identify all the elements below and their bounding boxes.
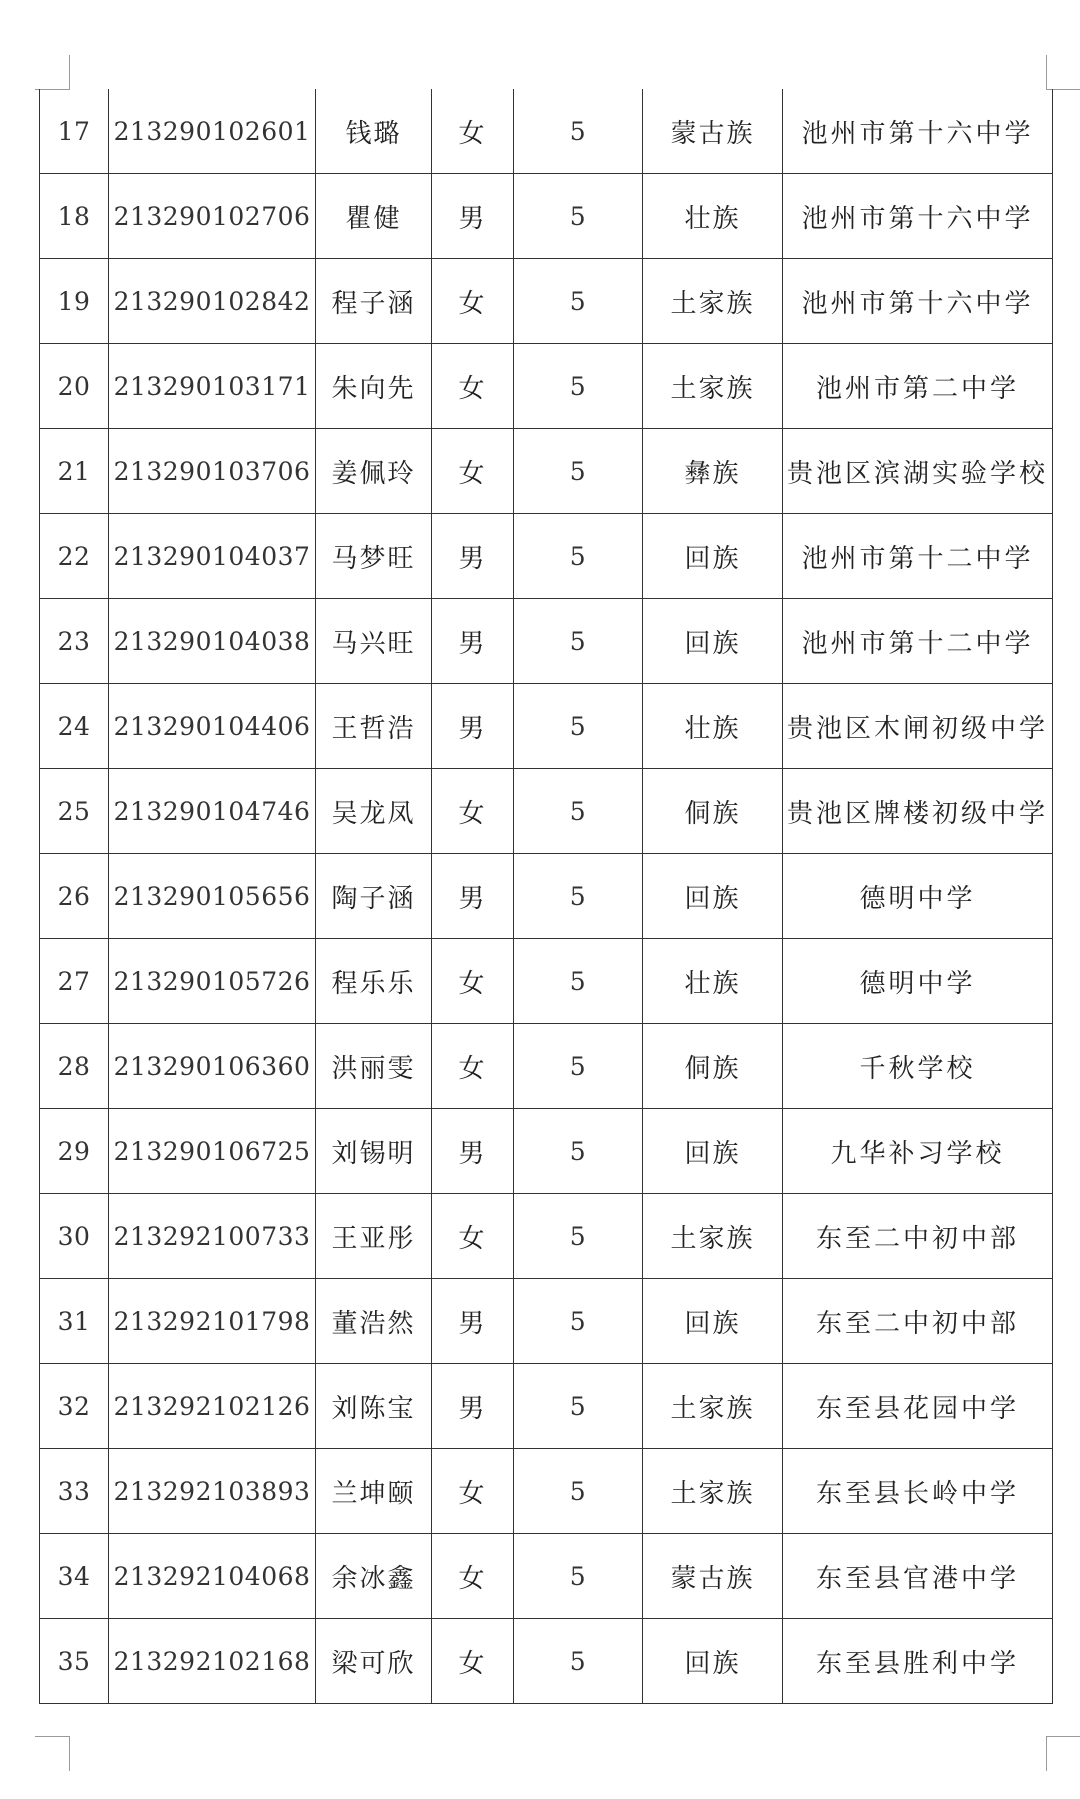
student-name-cell: 陶子涵 — [316, 854, 432, 939]
student-name-cell: 程子涵 — [316, 259, 432, 344]
gender-cell: 女 — [432, 344, 514, 429]
student-name-cell: 钱璐 — [316, 89, 432, 174]
table-row — [40, 344, 1053, 429]
bonus-points-cell: 5 — [514, 1364, 643, 1449]
ethnicity-cell: 回族 — [643, 854, 783, 939]
candidate-id-cell: 213292101798 — [109, 1279, 316, 1364]
gender-cell: 女 — [432, 259, 514, 344]
gender-cell: 女 — [432, 769, 514, 854]
table-row — [40, 684, 1053, 769]
student-name-cell: 吴龙凤 — [316, 769, 432, 854]
candidate-id-cell: 213290103706 — [109, 429, 316, 514]
row-number-cell: 28 — [40, 1024, 109, 1109]
ethnicity-cell: 壮族 — [643, 939, 783, 1024]
student-name-cell: 余冰鑫 — [316, 1534, 432, 1619]
gender-cell: 男 — [432, 684, 514, 769]
gender-cell: 女 — [432, 1194, 514, 1279]
row-number-cell: 23 — [40, 599, 109, 684]
candidate-id-cell: 213292104068 — [109, 1534, 316, 1619]
candidate-id-cell: 213290102706 — [109, 174, 316, 259]
ethnicity-cell: 蒙古族 — [643, 89, 783, 174]
table-row — [40, 854, 1053, 939]
row-number-cell: 24 — [40, 684, 109, 769]
row-number-cell: 34 — [40, 1534, 109, 1619]
row-number-cell: 33 — [40, 1449, 109, 1534]
bonus-points-cell: 5 — [514, 854, 643, 939]
gender-cell: 女 — [432, 1534, 514, 1619]
table-row — [40, 1279, 1053, 1364]
table-row — [40, 514, 1053, 599]
candidate-id-cell: 213292103893 — [109, 1449, 316, 1534]
ethnicity-cell: 回族 — [643, 1619, 783, 1704]
candidate-id-cell: 213290106725 — [109, 1109, 316, 1194]
row-number-cell: 35 — [40, 1619, 109, 1704]
bonus-points-cell: 5 — [514, 1534, 643, 1619]
candidate-id-cell: 213292102168 — [109, 1619, 316, 1704]
bonus-points-cell: 5 — [514, 514, 643, 599]
bonus-points-cell: 5 — [514, 259, 643, 344]
ethnicity-cell: 土家族 — [643, 1194, 783, 1279]
gender-cell: 男 — [432, 174, 514, 259]
table-row — [40, 259, 1053, 344]
table-row — [40, 1194, 1053, 1279]
bonus-points-cell: 5 — [514, 89, 643, 174]
student-name-cell: 王哲浩 — [316, 684, 432, 769]
gender-cell: 女 — [432, 89, 514, 174]
school-name-cell: 德明中学 — [783, 939, 1053, 1024]
student-name-cell: 董浩然 — [316, 1279, 432, 1364]
ethnicity-cell: 侗族 — [643, 769, 783, 854]
table-row — [40, 429, 1053, 514]
candidate-id-cell: 213290104746 — [109, 769, 316, 854]
student-name-cell: 瞿健 — [316, 174, 432, 259]
bonus-points-cell: 5 — [514, 174, 643, 259]
row-number-cell: 29 — [40, 1109, 109, 1194]
row-number-cell: 18 — [40, 174, 109, 259]
candidate-id-cell: 213292102126 — [109, 1364, 316, 1449]
gender-cell: 女 — [432, 429, 514, 514]
bonus-points-cell: 5 — [514, 939, 643, 1024]
table-row — [40, 1109, 1053, 1194]
school-name-cell: 贵池区木闸初级中学 — [783, 684, 1053, 769]
ethnicity-cell: 蒙古族 — [643, 1534, 783, 1619]
page-corner-mark-top-right — [1046, 55, 1080, 90]
candidate-id-cell: 213290104037 — [109, 514, 316, 599]
ethnicity-cell: 回族 — [643, 1279, 783, 1364]
ethnicity-cell: 壮族 — [643, 174, 783, 259]
school-name-cell: 池州市第十二中学 — [783, 514, 1053, 599]
gender-cell: 男 — [432, 1279, 514, 1364]
candidate-id-cell: 213290106360 — [109, 1024, 316, 1109]
bonus-points-cell: 5 — [514, 1449, 643, 1534]
student-name-cell: 兰坤颐 — [316, 1449, 432, 1534]
ethnicity-cell: 土家族 — [643, 344, 783, 429]
table-row — [40, 769, 1053, 854]
ethnicity-cell: 回族 — [643, 599, 783, 684]
table-row — [40, 939, 1053, 1024]
student-name-cell: 洪丽雯 — [316, 1024, 432, 1109]
table-row — [40, 1619, 1053, 1704]
ethnicity-cell: 壮族 — [643, 684, 783, 769]
ethnicity-cell: 土家族 — [643, 1449, 783, 1534]
candidate-id-cell: 213290104406 — [109, 684, 316, 769]
student-name-cell: 朱向先 — [316, 344, 432, 429]
candidate-id-cell: 213290104038 — [109, 599, 316, 684]
bonus-points-cell: 5 — [514, 599, 643, 684]
school-name-cell: 池州市第十六中学 — [783, 259, 1053, 344]
student-name-cell: 王亚彤 — [316, 1194, 432, 1279]
row-number-cell: 19 — [40, 259, 109, 344]
candidate-id-cell: 213290102842 — [109, 259, 316, 344]
gender-cell: 女 — [432, 1024, 514, 1109]
candidate-id-cell: 213290102601 — [109, 89, 316, 174]
bonus-points-cell: 5 — [514, 1279, 643, 1364]
school-name-cell: 东至县官港中学 — [783, 1534, 1053, 1619]
table-body — [40, 89, 1053, 1704]
school-name-cell: 池州市第二中学 — [783, 344, 1053, 429]
page-corner-mark-bottom-right — [1046, 1736, 1080, 1771]
student-name-cell: 程乐乐 — [316, 939, 432, 1024]
ethnicity-cell: 侗族 — [643, 1024, 783, 1109]
gender-cell: 男 — [432, 854, 514, 939]
table-row — [40, 1024, 1053, 1109]
row-number-cell: 21 — [40, 429, 109, 514]
ethnicity-cell: 回族 — [643, 514, 783, 599]
gender-cell: 男 — [432, 599, 514, 684]
table-row — [40, 89, 1053, 174]
table-row — [40, 599, 1053, 684]
bonus-points-cell: 5 — [514, 429, 643, 514]
student-name-cell: 马梦旺 — [316, 514, 432, 599]
school-name-cell: 东至二中初中部 — [783, 1194, 1053, 1279]
candidate-id-cell: 213290103171 — [109, 344, 316, 429]
table-row — [40, 1364, 1053, 1449]
row-number-cell: 27 — [40, 939, 109, 1024]
ethnicity-cell: 回族 — [643, 1109, 783, 1194]
school-name-cell: 千秋学校 — [783, 1024, 1053, 1109]
ethnicity-cell: 土家族 — [643, 259, 783, 344]
student-name-cell: 梁可欣 — [316, 1619, 432, 1704]
bonus-points-cell: 5 — [514, 1024, 643, 1109]
row-number-cell: 31 — [40, 1279, 109, 1364]
school-name-cell: 东至县花园中学 — [783, 1364, 1053, 1449]
student-name-cell: 姜佩玲 — [316, 429, 432, 514]
school-name-cell: 贵池区滨湖实验学校 — [783, 429, 1053, 514]
candidate-id-cell: 213290105726 — [109, 939, 316, 1024]
table-row — [40, 174, 1053, 259]
school-name-cell: 池州市第十六中学 — [783, 174, 1053, 259]
gender-cell: 男 — [432, 514, 514, 599]
school-name-cell: 九华补习学校 — [783, 1109, 1053, 1194]
gender-cell: 女 — [432, 1619, 514, 1704]
school-name-cell: 德明中学 — [783, 854, 1053, 939]
bonus-points-cell: 5 — [514, 1109, 643, 1194]
candidate-id-cell: 213292100733 — [109, 1194, 316, 1279]
student-name-cell: 马兴旺 — [316, 599, 432, 684]
row-number-cell: 32 — [40, 1364, 109, 1449]
row-number-cell: 20 — [40, 344, 109, 429]
student-name-cell: 刘陈宝 — [316, 1364, 432, 1449]
table-row — [40, 1534, 1053, 1619]
school-name-cell: 池州市第十二中学 — [783, 599, 1053, 684]
school-name-cell: 东至县长岭中学 — [783, 1449, 1053, 1534]
school-name-cell: 东至二中初中部 — [783, 1279, 1053, 1364]
table-row — [40, 1449, 1053, 1534]
gender-cell: 女 — [432, 1449, 514, 1534]
student-roster-table — [39, 89, 1053, 1704]
student-name-cell: 刘锡明 — [316, 1109, 432, 1194]
bonus-points-cell: 5 — [514, 1619, 643, 1704]
bonus-points-cell: 5 — [514, 344, 643, 429]
row-number-cell: 30 — [40, 1194, 109, 1279]
row-number-cell: 26 — [40, 854, 109, 939]
school-name-cell: 池州市第十六中学 — [783, 89, 1053, 174]
bonus-points-cell: 5 — [514, 769, 643, 854]
gender-cell: 男 — [432, 1109, 514, 1194]
bonus-points-cell: 5 — [514, 684, 643, 769]
page-corner-mark-top-left — [35, 55, 70, 90]
bonus-points-cell: 5 — [514, 1194, 643, 1279]
candidate-id-cell: 213290105656 — [109, 854, 316, 939]
row-number-cell: 17 — [40, 89, 109, 174]
ethnicity-cell: 彝族 — [643, 429, 783, 514]
gender-cell: 男 — [432, 1364, 514, 1449]
school-name-cell: 东至县胜利中学 — [783, 1619, 1053, 1704]
ethnicity-cell: 土家族 — [643, 1364, 783, 1449]
row-number-cell: 22 — [40, 514, 109, 599]
row-number-cell: 25 — [40, 769, 109, 854]
gender-cell: 女 — [432, 939, 514, 1024]
school-name-cell: 贵池区牌楼初级中学 — [783, 769, 1053, 854]
page-corner-mark-bottom-left — [35, 1736, 70, 1771]
